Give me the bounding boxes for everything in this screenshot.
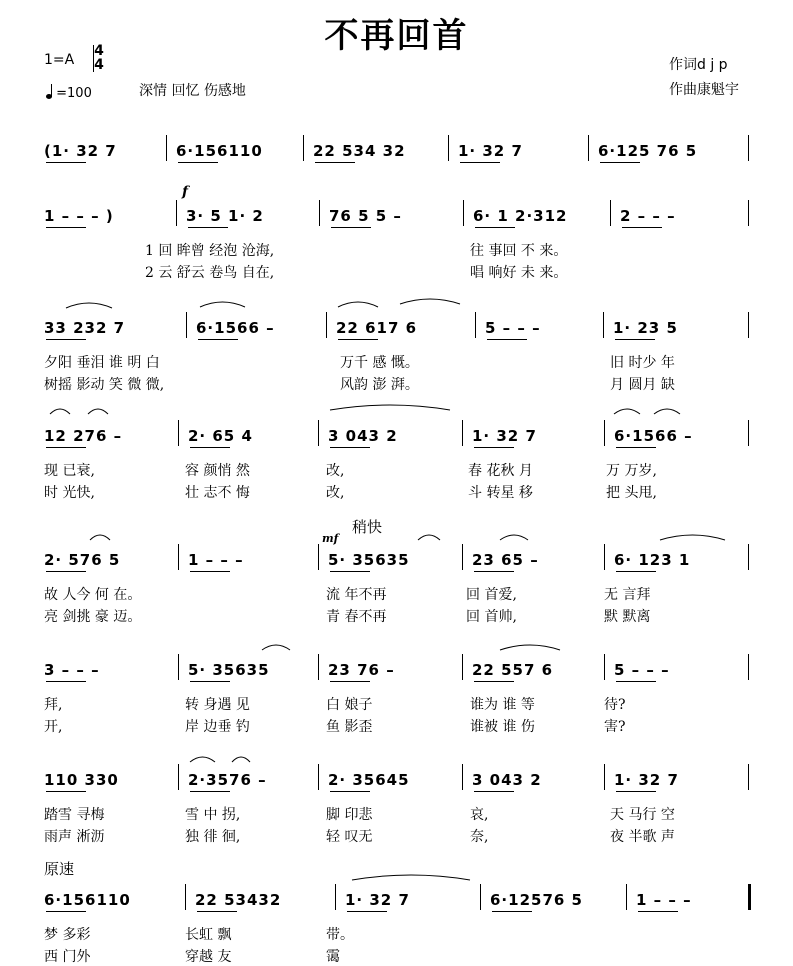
- measure: 76 5 5 –: [329, 207, 402, 225]
- beam-line: [330, 791, 370, 792]
- bar-line: [604, 544, 605, 570]
- measure: 6·125 76 5: [598, 142, 698, 160]
- lyric-segment: 独 徘 徊,: [185, 829, 241, 845]
- measure: 1 – – –: [188, 551, 244, 569]
- bar-line: [448, 135, 449, 161]
- lyric-segment: 容 颜悄 然: [185, 463, 250, 479]
- beam-line: [474, 571, 514, 572]
- beam-line: [46, 791, 86, 792]
- measure: 6·12576 5: [490, 891, 583, 909]
- lyric-segment: 雨声 淅沥: [44, 829, 105, 845]
- lyric-segment: 脚 印悲: [326, 807, 373, 823]
- bar-line: [480, 884, 481, 910]
- measure: 3 043 2: [472, 771, 542, 789]
- beam-line: [190, 791, 230, 792]
- lyric-line-verse-2: [0, 716, 793, 736]
- lyric-segment: 故 人今 何 在。: [44, 587, 142, 603]
- beam-line: [197, 911, 237, 912]
- bar-line: [178, 764, 179, 790]
- tempo-faster-marking: 稍快: [352, 518, 383, 536]
- bar-line: [319, 200, 320, 226]
- dynamic-mezzo-forte: mf: [322, 532, 339, 545]
- lyric-segment: 亮 剑挑 豪 迈。: [44, 609, 142, 625]
- bar-line: [748, 544, 749, 570]
- beam-line: [190, 681, 230, 682]
- beam-line: [46, 162, 86, 163]
- tempo-marking: [46, 86, 92, 101]
- lyric-segment: 唱 响好 未 来。: [470, 265, 568, 281]
- beam-line: [46, 681, 86, 682]
- slur-arc: [50, 409, 70, 414]
- measure: 3 043 2: [328, 427, 398, 445]
- lyric-segment: 夕阳 垂泪 谁 明 白: [44, 355, 160, 371]
- bar-line: [610, 200, 611, 226]
- song-title: 不再回首: [324, 16, 469, 56]
- beam-line: [487, 339, 527, 340]
- lyric-line-verse-2: [0, 946, 793, 966]
- lyric-segment: 旧 时少 年: [610, 355, 675, 371]
- beam-line: [188, 227, 228, 228]
- beam-line: [616, 571, 656, 572]
- key-signature: 1=A: [44, 52, 75, 68]
- beam-line: [190, 447, 230, 448]
- measure: 6·1566 –: [614, 427, 693, 445]
- measure: 1· 32 7: [345, 891, 410, 909]
- measure: 33 232 7: [44, 319, 126, 337]
- lyric-segment: 待?: [604, 697, 626, 713]
- bar-line: [748, 420, 749, 446]
- lyric-line-verse-1: [0, 804, 793, 824]
- bar-line: [176, 200, 177, 226]
- beam-line: [46, 339, 86, 340]
- lyric-segment: 无 言拜: [604, 587, 651, 603]
- beam-line: [460, 162, 500, 163]
- slur-arc: [614, 409, 640, 414]
- lyric-segment: 白 娘子: [326, 697, 373, 713]
- lyric-segment: 霭: [326, 949, 340, 965]
- lyric-segment: 夜 半歌 声: [610, 829, 675, 845]
- lyric-line-verse-1: [0, 924, 793, 944]
- measure: 1· 32 7: [614, 771, 679, 789]
- measure: 12 276 –: [44, 427, 123, 445]
- measure: 22 53432: [195, 891, 282, 909]
- slur-arc: [66, 303, 112, 308]
- lyric-segment: 转 身遇 见: [185, 697, 250, 713]
- measure: 6·156110: [44, 891, 131, 909]
- expression-marking: 深情 回忆 伤感地: [139, 83, 246, 99]
- bar-line: [318, 764, 319, 790]
- beam-line: [330, 447, 370, 448]
- beam-line: [492, 911, 532, 912]
- measure: 5· 35635: [188, 661, 270, 679]
- bar-line: [318, 544, 319, 570]
- bar-line: [186, 312, 187, 338]
- lyric-segment: 树摇 影动 笑 微 微,: [44, 377, 165, 393]
- lyric-line-verse-1: [0, 352, 793, 372]
- bar-line: [748, 884, 751, 910]
- lyric-segment: 时 光快,: [44, 485, 95, 501]
- slur-arc: [88, 409, 108, 414]
- lyric-segment: 把 头甩,: [606, 485, 657, 501]
- notation-line: [0, 884, 793, 918]
- measure: 5 – – –: [485, 319, 541, 337]
- lyric-segment: 带。: [326, 927, 354, 943]
- bar-line: [604, 764, 605, 790]
- beam-line: [46, 227, 86, 228]
- slur-arc: [338, 302, 378, 307]
- measure: 2· 576 5: [44, 551, 121, 569]
- lyric-segment: 现 已衰,: [44, 463, 95, 479]
- measure: (1· 32 7: [44, 142, 117, 160]
- bar-line: [475, 312, 476, 338]
- beam-line: [616, 447, 656, 448]
- lyric-segment: 穿越 友: [185, 949, 232, 965]
- lyric-segment: 风韵 澎 湃。: [340, 377, 419, 393]
- slur-arc: [200, 302, 245, 307]
- beam-line: [198, 339, 238, 340]
- bar-line: [462, 420, 463, 446]
- lyric-line-verse-2: [0, 606, 793, 626]
- time-signature: [93, 44, 105, 72]
- lyric-segment: 万千 感 慨。: [340, 355, 419, 371]
- measure: 23 65 –: [472, 551, 539, 569]
- meter-top: 4: [94, 43, 104, 59]
- slur-arc: [330, 405, 450, 410]
- slur-arc: [400, 299, 460, 304]
- bar-line: [463, 200, 464, 226]
- measure: 2· 65 4: [188, 427, 253, 445]
- lyric-segment: 踏雪 寻梅: [44, 807, 105, 823]
- lyric-segment: 谁被 谁 伤: [470, 719, 535, 735]
- beam-line: [475, 227, 515, 228]
- lyric-segment: 2 云 舒云 卷鸟 自在,: [145, 265, 275, 281]
- lyricist-credit: 作词d j p: [669, 57, 728, 73]
- lyric-segment: 春 花秋 月: [468, 463, 533, 479]
- beam-line: [331, 227, 371, 228]
- beam-line: [46, 571, 86, 572]
- beam-line: [600, 162, 640, 163]
- lyric-segment: 流 年不再: [326, 587, 387, 603]
- slur-arc: [90, 535, 110, 540]
- bar-line: [748, 135, 749, 161]
- lyric-segment: 害?: [604, 719, 626, 735]
- lyric-line-verse-1: [0, 240, 793, 260]
- bar-line: [303, 135, 304, 161]
- lyric-segment: 岸 边垂 钓: [185, 719, 250, 735]
- lyric-segment: 月 圆月 缺: [610, 377, 675, 393]
- slur-arc: [500, 645, 560, 650]
- measure: 1 – – – ): [44, 207, 114, 225]
- bar-line: [626, 884, 627, 910]
- bar-line: [603, 312, 604, 338]
- beam-line: [638, 911, 678, 912]
- measure: 6· 1 2·312: [473, 207, 568, 225]
- beam-line: [178, 162, 218, 163]
- lyric-segment: 斗 转星 移: [468, 485, 533, 501]
- lyric-segment: 壮 志不 悔: [185, 485, 250, 501]
- bar-line: [318, 654, 319, 680]
- bar-line: [462, 764, 463, 790]
- measure: 2·3576 –: [188, 771, 267, 789]
- lyric-segment: 轻 叹无: [326, 829, 373, 845]
- composer-credit: 作曲康魁宇: [669, 82, 739, 98]
- lyric-segment: 回 首帅,: [466, 609, 517, 625]
- beam-line: [46, 447, 86, 448]
- measure: 6·1566 –: [196, 319, 275, 337]
- beam-line: [616, 681, 656, 682]
- measure: 22 617 6: [336, 319, 418, 337]
- notation-line: [0, 135, 793, 169]
- beam-line: [338, 339, 378, 340]
- lyric-segment: 谁为 谁 等: [470, 697, 535, 713]
- beam-line: [474, 791, 514, 792]
- slur-arc: [352, 875, 470, 880]
- lyric-segment: 青 春不再: [326, 609, 387, 625]
- lyric-line-verse-2: [0, 826, 793, 846]
- measure: 6· 123 1: [614, 551, 691, 569]
- bar-line: [462, 654, 463, 680]
- beam-line: [474, 681, 514, 682]
- measure: 1 – – –: [636, 891, 692, 909]
- lyric-segment: 改,: [326, 485, 345, 501]
- lyric-line-verse-2: [0, 374, 793, 394]
- measure: 23 76 –: [328, 661, 395, 679]
- lyric-segment: 回 首爱,: [466, 587, 517, 603]
- measure: 6·156110: [176, 142, 263, 160]
- beam-line: [616, 791, 656, 792]
- lyric-line-verse-1: [0, 584, 793, 604]
- measure: 2· 35645: [328, 771, 410, 789]
- bar-line: [178, 544, 179, 570]
- lyric-line-verse-2: [0, 262, 793, 282]
- bar-line: [748, 764, 749, 790]
- meter-bottom: 4: [94, 57, 104, 73]
- measure: 110 330: [44, 771, 119, 789]
- slur-arc: [262, 645, 290, 650]
- bar-line: [335, 884, 336, 910]
- beam-line: [315, 162, 355, 163]
- beam-line: [615, 339, 655, 340]
- beam-line: [46, 911, 86, 912]
- dynamic-forte: f: [182, 184, 189, 200]
- lyric-segment: 改,: [326, 463, 345, 479]
- quarter-note-icon: [46, 94, 52, 99]
- bar-line: [748, 654, 749, 680]
- notation-line: [0, 312, 793, 346]
- measure: 2 – – –: [620, 207, 676, 225]
- lyric-segment: 雪 中 拐,: [185, 807, 241, 823]
- slur-arc: [418, 535, 440, 540]
- measure: 5 – – –: [614, 661, 670, 679]
- beam-line: [330, 681, 370, 682]
- bar-line: [748, 200, 749, 226]
- lyric-segment: 梦 多彩: [44, 927, 91, 943]
- beam-line: [347, 911, 387, 912]
- lyric-segment: 奈,: [470, 829, 489, 845]
- measure: 1· 32 7: [458, 142, 523, 160]
- lyric-segment: 往 事回 不 来。: [470, 243, 568, 259]
- lyric-line-verse-1: [0, 694, 793, 714]
- tempo-original-marking: 原速: [44, 860, 75, 878]
- lyric-segment: 拜,: [44, 697, 63, 713]
- lyric-segment: 开,: [44, 719, 63, 735]
- bar-line: [748, 312, 749, 338]
- lyric-line-verse-2: [0, 482, 793, 502]
- slur-arc: [500, 535, 528, 540]
- bar-line: [166, 135, 167, 161]
- measure: 22 557 6: [472, 661, 554, 679]
- lyric-segment: 默 默离: [604, 609, 651, 625]
- lyric-segment: 万 万岁,: [606, 463, 657, 479]
- bar-line: [604, 654, 605, 680]
- beam-line: [622, 227, 662, 228]
- slur-arc: [660, 535, 725, 540]
- beam-line: [190, 571, 230, 572]
- notation-line: [0, 420, 793, 454]
- lyric-segment: 天 马行 空: [610, 807, 675, 823]
- notation-line: [0, 200, 793, 234]
- beam-line: [330, 571, 370, 572]
- lyric-segment: 鱼 影歪: [326, 719, 373, 735]
- bar-line: [318, 420, 319, 446]
- bar-line: [178, 420, 179, 446]
- beam-line: [474, 447, 514, 448]
- measure: 5· 35635: [328, 551, 410, 569]
- measure: 22 534 32: [313, 142, 406, 160]
- slur-arc: [232, 757, 250, 762]
- bar-line: [604, 420, 605, 446]
- notation-line: [0, 764, 793, 798]
- slur-arc: [654, 409, 680, 414]
- lyric-segment: 哀,: [470, 807, 489, 823]
- bar-line: [185, 884, 186, 910]
- bar-line: [178, 654, 179, 680]
- lyric-line-verse-1: [0, 460, 793, 480]
- bar-line: [462, 544, 463, 570]
- lyric-segment: 西 门外: [44, 949, 91, 965]
- tempo-value: =100: [56, 86, 92, 101]
- slur-arc: [190, 757, 215, 762]
- measure: 1· 32 7: [472, 427, 537, 445]
- meter-divider: [93, 45, 94, 72]
- bar-line: [588, 135, 589, 161]
- bar-line: [326, 312, 327, 338]
- notation-line: [0, 654, 793, 688]
- lyric-segment: 1 回 眸曾 经泡 沧海,: [145, 243, 275, 259]
- measure: 3 – – –: [44, 661, 100, 679]
- lyric-segment: 长虹 飘: [185, 927, 232, 943]
- measure: 1· 23 5: [613, 319, 678, 337]
- measure: 3· 5 1· 2: [186, 207, 264, 225]
- notation-line: [0, 544, 793, 578]
